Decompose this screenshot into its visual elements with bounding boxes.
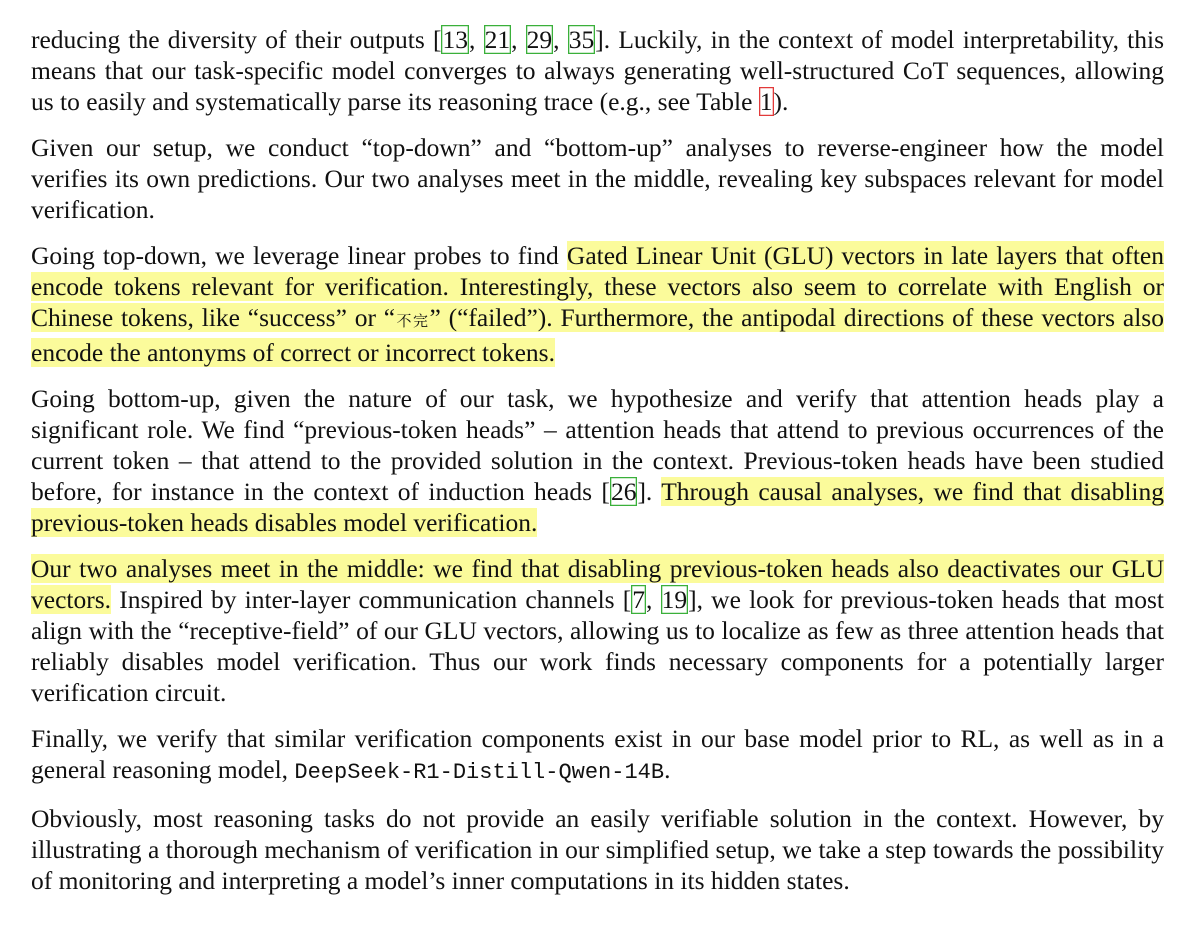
- paragraph-4: Going bottom-up, given the nature of our task, we hypothesize and verify that attention heads play a significant role. We find “previous-token heads” – attention heads that attend to previous occurrences of the current token – that attend to the provided solution in the context. Previous-token heads have been studied before, for instance in the context of induction heads [26]. Through causal analyses, we find that disabling previous-token heads disables model verification.: [31, 384, 1165, 537]
- citation-26[interactable]: 26: [610, 477, 637, 506]
- citation-7[interactable]: 7: [632, 585, 646, 614]
- paragraph-1: reducing the diversity of their outputs [13, 21, 29, 35]. Luckily, in the context of model interpretability, this means that our task-specific model converges to always generating well-structured CoT sequences, allowing us to easily and systematically parse its reasoning trace (e.g., see Table 1).: [31, 25, 1165, 116]
- paragraph-7: Obviously, most reasoning tasks do not provide an easily verifiable solution in the context. However, by illustrating a thorough mechanism of verification in our simplified setup, we take a step towards the possibility of monitoring and interpreting a model’s inner computations in its hidden states.: [31, 804, 1164, 895]
- citation-29[interactable]: 29: [526, 25, 553, 54]
- paragraph-5: Our two analyses meet in the middle: we find that disabling previous-token heads also deactivates our GLU vectors. Inspired by inter-layer communication channels [7, 19], we look for previous-token heads that most align with the “receptive-field” of our GLU vectors, allowing us to localize as few as three attention heads that reliably disables model verification. Thus our work finds necessary components for a potentially larger verification circuit.: [31, 554, 1164, 707]
- paragraph-6: Finally, we verify that similar verification components exist in our base model prior to RL, as well as in a general reasoning model, DeepSeek-R1-Distill-Qwen-14B.: [31, 724, 1164, 785]
- citation-21[interactable]: 21: [484, 25, 511, 54]
- highlight-english-chinese: Interestingly, these vectors also seem to correlate with English or Chinese tokens, like “success” or “不完” (“failed”).: [31, 272, 1165, 332]
- chinese-token: 不完: [395, 312, 430, 330]
- table-1-reference[interactable]: 1: [759, 87, 773, 116]
- highlight-antipodal: Furthermore, the antipodal directions of these vectors also encode the antonyms of correct or incorrect tokens.: [31, 303, 1164, 367]
- paragraph-3: Going top-down, we leverage linear probes to find Gated Linear Unit (GLU) vectors in late layers that often encode tokens relevant for verification. Interestingly, these vectors also seem to correlate with English or Chinese tokens, like “success” or “不完” (“failed”). Furthermore, the antipodal directions of these vectors also encode the antonyms of correct or incorrect tokens.: [31, 241, 1165, 367]
- highlight-causal-analyses: Through causal analyses, we find that disabling previous-token heads disables model verification.: [31, 477, 1165, 537]
- highlight-glu-vectors: Gated Linear Unit (GLU) vectors in late layers that often encode tokens relevant for verification.: [31, 241, 1164, 301]
- citation-35[interactable]: 35: [568, 25, 595, 54]
- citation-19[interactable]: 19: [661, 585, 688, 614]
- citation-13[interactable]: 13: [442, 25, 468, 54]
- paragraph-2: Given our setup, we conduct “top-down” and “bottom-up” analyses to reverse-engineer how the model verifies its own predictions. Our two analyses meet in the middle, revealing key subspaces relevant for model verification.: [31, 133, 1164, 224]
- highlight-analyses-meet: Our two analyses meet in the middle: we find that disabling previous-token heads also deactivates our GLU vectors.: [31, 554, 1164, 614]
- model-name-code: DeepSeek-R1-Distill-Qwen-14B: [294, 760, 665, 785]
